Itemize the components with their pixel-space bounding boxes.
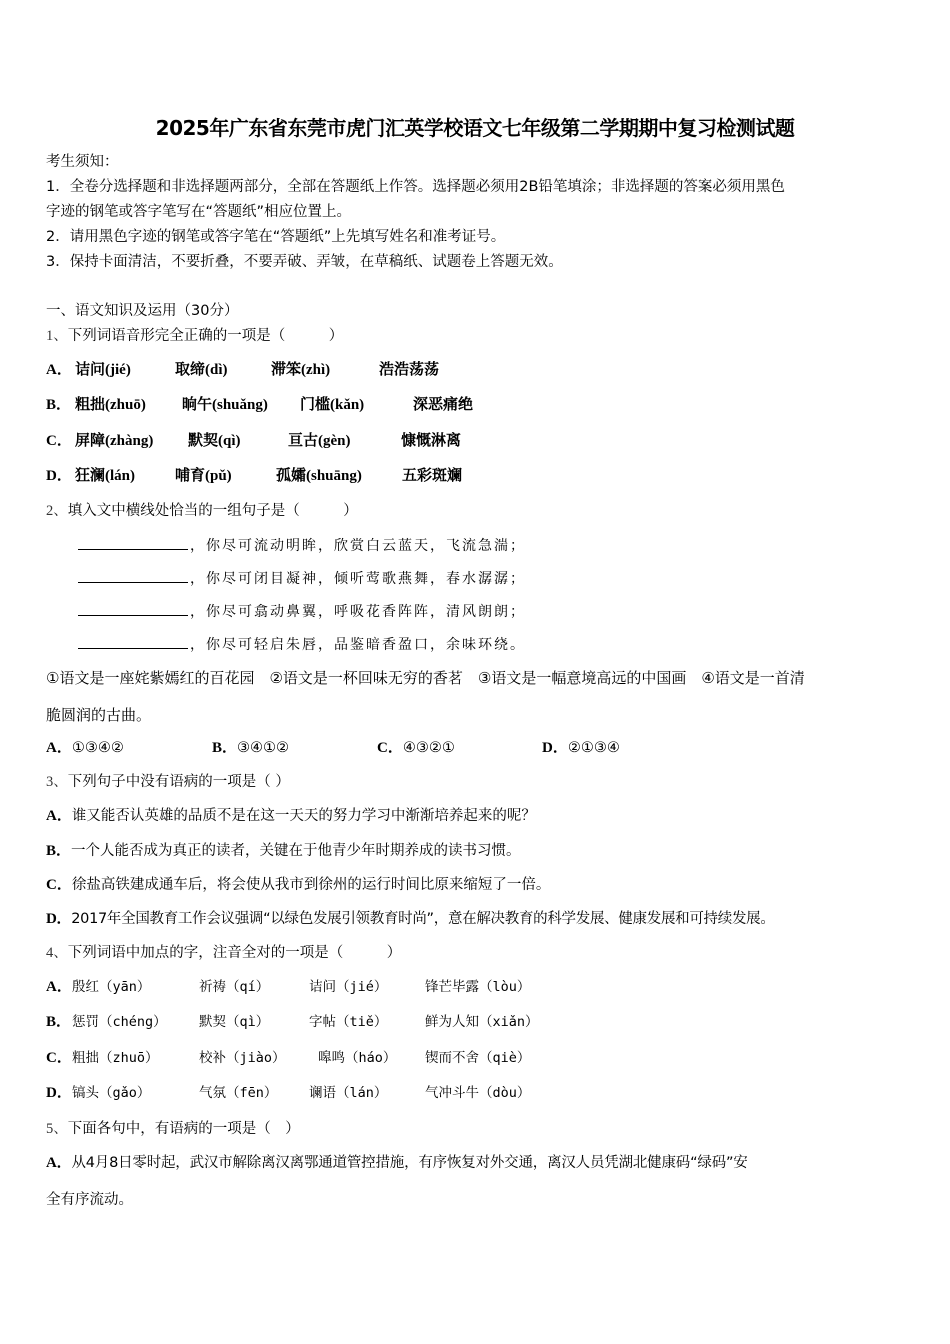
option-item: 诘问(jié) (75, 362, 131, 378)
notice-item-1-cont: 字迹的钢笔或答字笔写在“答题纸”相应位置上。 (46, 204, 352, 220)
question-number: 3、 (46, 774, 68, 790)
option-item: 取缔(dì) (175, 362, 228, 378)
option-label: D． (46, 468, 72, 484)
option-label: C． (46, 433, 72, 449)
option-label: D． (542, 740, 568, 756)
option-item: 气氛（fēn） (199, 1085, 278, 1101)
option-item: 粗拙(zhuō) (75, 397, 146, 413)
option-item: 慷慨淋离 (401, 433, 462, 449)
answer-blank[interactable] (78, 634, 188, 649)
option-item: 五彩斑斓 (402, 468, 463, 484)
option-item: 亘古(gèn) (288, 433, 351, 449)
notice-heading: 考生须知： (46, 154, 119, 170)
option-item: 哺育(pǔ) (175, 468, 232, 484)
option-label: A． (46, 979, 72, 995)
option-label: D． (46, 911, 72, 927)
option-item: 锲而不舍（qiè） (425, 1050, 531, 1066)
question-2-option-c (377, 738, 455, 758)
fill-text: ，你尽可闭目凝神，倾听莺歌燕舞，春水潺潺； (190, 571, 526, 587)
notice-item-1: 1．全卷分选择题和非选择题两部分，全部在答题纸上作答。选择题必须用2B铅笔填涂；非选择题的答案必须用黑色 (46, 179, 785, 195)
answer-blank[interactable] (78, 568, 188, 583)
answer-blank[interactable] (78, 535, 188, 550)
fill-line-4 (78, 634, 526, 655)
option-text: 2017年全国教育工作会议强调“以绿色发展引领教育时尚”，意在解决教育的科学发展、健康发展和可持续发展。 (71, 911, 775, 927)
option-label: A． (46, 1155, 72, 1171)
question-text: 填入文中横线处恰当的一组句子是（ ） (67, 503, 358, 519)
question-2-choices: ①语文是一座姹紫嫣红的百花园 ②语文是一杯回味无穷的香茗 ③语文是一幅意境高远的中国画 ④语文是一首清 (46, 669, 805, 687)
fill-line-3 (78, 601, 526, 622)
option-item: 滞笨(zhì) (271, 362, 331, 378)
question-text: 下列词语中加点的字，注音全对的一项是（ ） (67, 945, 402, 961)
notice-item-3: 3．保持卡面清洁，不要折叠，不要弄破、弄皱，在草稿纸、试题卷上答题无效。 (46, 254, 563, 270)
option-item: 粗拙（zhuō） (72, 1050, 159, 1066)
question-5-option-a (46, 1153, 748, 1173)
option-item: 嗥鸣（háo） (318, 1050, 397, 1066)
option-item: 鲜为人知（xiǎn） (425, 1014, 539, 1030)
fill-text: ，你尽可流动明眸，欣赏白云蓝天，飞流急湍； (190, 538, 526, 554)
option-item: 镐头（gǎo） (72, 1085, 151, 1101)
option-text: 徐盐高铁建成通车后，将会使从我市到徐州的运行时间比原来缩短了一倍。 (71, 877, 551, 893)
option-item: 殷红（yān） (72, 979, 151, 995)
option-label: A． (46, 362, 72, 378)
question-1-stem (46, 326, 343, 346)
option-item: 屏障(zhàng) (75, 433, 154, 449)
option-text: 从4月8日零时起，武汉市解除离汉离鄂通道管控措施，有序恢复对外交通，离汉人员凭湖北健康码“绿码”安 (71, 1155, 748, 1171)
fill-line-2 (78, 568, 526, 589)
option-value: ③④①② (237, 740, 290, 756)
option-item: 气冲斗牛（dòu） (425, 1085, 531, 1101)
fill-text: ，你尽可翕动鼻翼，呼吸花香阵阵，清风朗朗； (190, 604, 526, 620)
question-5-stem (46, 1119, 300, 1139)
question-3-option-a (46, 806, 536, 826)
question-4-stem (46, 943, 401, 963)
option-text: 一个人能否成为真正的读者，关键在于他青少年时期养成的读书习惯。 (71, 843, 521, 859)
option-value: ②①③④ (567, 740, 620, 756)
option-item: 门槛(kǎn) (300, 397, 365, 413)
option-label: B． (212, 740, 238, 756)
page-title: 2025年广东省东莞市虎门汇英学校语文七年级第二学期期中复习检测试题 (155, 116, 795, 140)
question-number: 4、 (46, 945, 68, 961)
option-item: 孤孀(shuāng) (276, 468, 362, 484)
option-item: 深恶痛绝 (413, 397, 474, 413)
question-text: 下列句子中没有语病的一项是（ ） (67, 774, 290, 790)
option-label: A． (46, 740, 72, 756)
question-3-option-c (46, 875, 550, 895)
question-number: 5、 (46, 1121, 68, 1137)
question-3-option-b (46, 841, 521, 861)
question-text: 下面各句中，有语病的一项是（ ） (67, 1121, 300, 1137)
option-item: 锋芒毕露（lòu） (425, 979, 531, 995)
question-text: 下列词语音形完全正确的一项是（ ） (67, 328, 344, 344)
option-value: ④③②① (402, 740, 455, 756)
option-item: 默契（qì） (199, 1014, 270, 1030)
option-label: B． (46, 1014, 72, 1030)
question-2-option-b (212, 738, 289, 758)
answer-blank[interactable] (78, 601, 188, 616)
question-number: 1、 (46, 328, 68, 344)
option-label: C． (46, 1050, 72, 1066)
option-item: 惩罚（chéng） (72, 1014, 167, 1030)
option-label: B． (46, 843, 72, 859)
fill-text: ，你尽可轻启朱唇，品鉴暗香盈口，余味环绕。 (190, 637, 526, 653)
question-number: 2、 (46, 503, 68, 519)
option-item: 谰语（lán） (309, 1085, 388, 1101)
notice-item-2: 2．请用黑色字迹的钢笔或答字笔在“答题纸”上先填写姓名和准考证号。 (46, 229, 506, 245)
option-item: 诘问（jié） (309, 979, 388, 995)
option-value: ①③④② (71, 740, 124, 756)
section-heading: 一、语文知识及运用（30分） (46, 303, 239, 319)
option-item: 字帖（tiě） (309, 1014, 388, 1030)
question-5-option-a-cont: 全有序流动。 (46, 1192, 133, 1208)
option-item: 浩浩荡荡 (379, 362, 440, 378)
option-item: 默契(qì) (188, 433, 241, 449)
option-label: C． (46, 877, 72, 893)
option-item: 狂澜(lán) (75, 468, 136, 484)
question-3-option-d (46, 909, 775, 929)
option-text: 谁又能否认英雄的品质不是在这一天天的努力学习中渐渐培养起来的呢？ (71, 808, 536, 824)
option-label: C． (377, 740, 403, 756)
option-item: 晌午(shuǎng) (182, 397, 268, 413)
option-item: 校补（jiào） (199, 1050, 286, 1066)
option-label: D． (46, 1085, 72, 1101)
question-3-stem (46, 772, 290, 792)
option-label: B． (46, 397, 72, 413)
question-2-stem (46, 501, 358, 521)
option-item: 祈祷（qí） (199, 979, 270, 995)
question-2-choices-cont: 脆圆润的古曲。 (46, 706, 152, 724)
option-label: A． (46, 808, 72, 824)
fill-line-1 (78, 535, 526, 556)
question-2-option-d (542, 738, 620, 758)
question-2-option-a (46, 738, 124, 758)
